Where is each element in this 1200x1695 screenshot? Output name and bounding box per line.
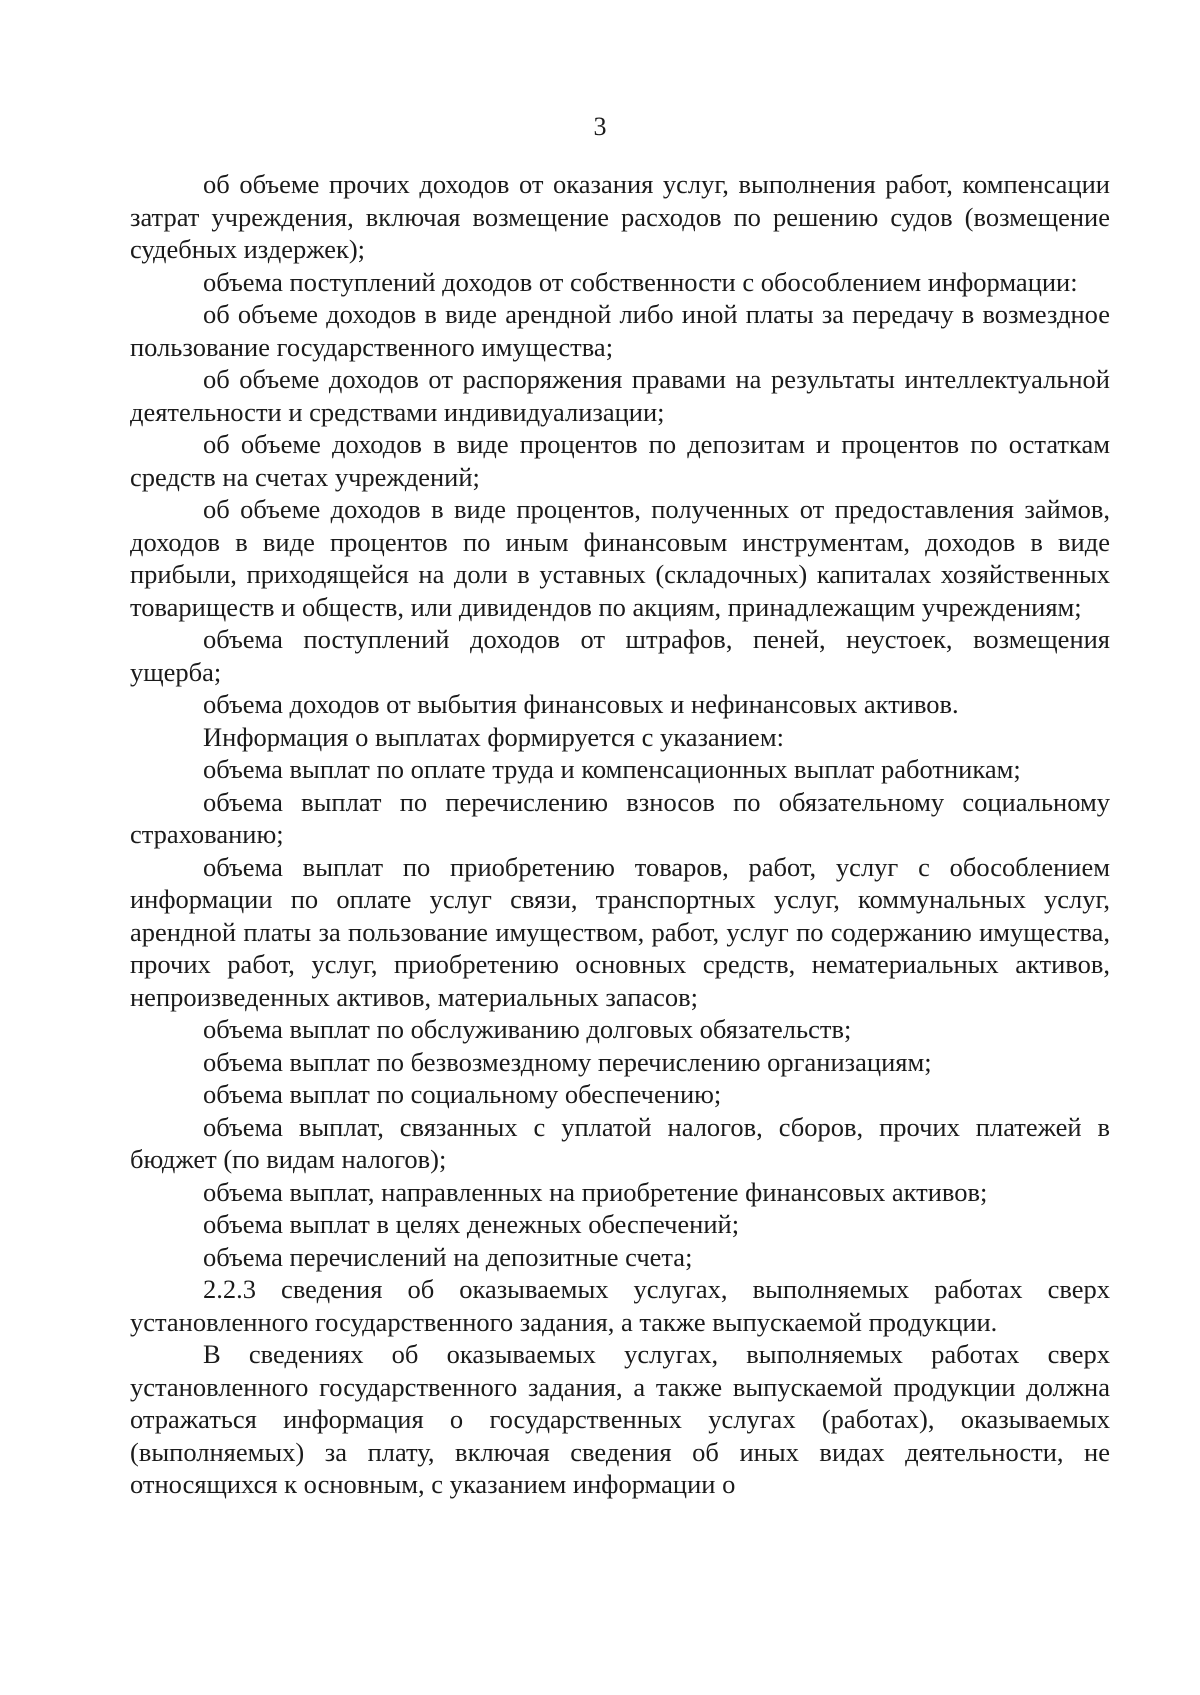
paragraph: объема выплат, связанных с уплатой налогов, сборов, прочих платежей в бюджет (по видам налогов); xyxy=(130,1111,1110,1174)
page-number: 3 xyxy=(593,112,607,141)
paragraph: об объеме прочих доходов от оказания услуг, выполнения работ, компенсации затрат учреждения, включая возмещение расходов по решению судов (возмещение судебных издержек); xyxy=(130,169,1110,264)
paragraph: объема поступлений доходов от собственности с обособлением информации: xyxy=(203,266,1078,297)
paragraph: об объеме доходов в виде арендной либо иной платы за передачу в возмездное пользование государственного имущества; xyxy=(130,299,1110,362)
paragraph: В сведениях об оказываемых услугах, выполняемых работах сверх установленного государственного задания, а также выпускаемой продукции должна отражаться информация о государственных услугах (работах), оказываемых (выполняемых) за плату, включая сведения об иных видах деятельности, не относящихся к основным, с указанием информации о xyxy=(130,1339,1110,1499)
paragraph: объема выплат по перечислению взносов по обязательному социальному страхованию; xyxy=(130,786,1110,849)
paragraph: объема поступлений доходов от штрафов, пеней, неустоек, возмещения ущерба; xyxy=(130,624,1110,687)
paragraph: объема перечислений на депозитные счета; xyxy=(203,1241,693,1272)
document-body xyxy=(130,168,1110,1501)
paragraph: объема доходов от выбытия финансовых и нефинансовых активов. xyxy=(203,689,959,719)
paragraph: об объеме доходов в виде процентов, полученных от предоставления займов, доходов в виде процентов по иным финансовым инструментам, доходов в виде прибыли, приходящейся на доли в уставных (складочных) капиталах хозяйственных товариществ и обществ, или дивидендов по акциям, принадлежащим учреждениям; xyxy=(130,494,1110,622)
paragraph: Информация о выплатах формируется с указанием: xyxy=(203,721,784,752)
paragraph: объема выплат по социальному обеспечению; xyxy=(203,1079,722,1109)
paragraph: об объеме доходов в виде процентов по депозитам и процентов по остаткам средств на счетах учреждений; xyxy=(130,429,1110,492)
paragraph: объема выплат по обслуживанию долговых обязательств; xyxy=(203,1014,852,1044)
paragraph: объема выплат, направленных на приобретение финансовых активов; xyxy=(203,1176,988,1207)
paragraph: объема выплат в целях денежных обеспечений; xyxy=(203,1209,740,1239)
paragraph: объема выплат по приобретению товаров, работ, услуг с обособлением информации по оплате услуг связи, транспортных услуг, коммунальных услуг, арендной платы за пользование имуществом, работ, услуг по содержанию имущества, прочих работ, услуг, приобретению основных средств, нематериальных активов, непроизведенных активов, материальных запасов; xyxy=(130,851,1110,1012)
paragraph: объема выплат по безвозмездному перечислению организациям; xyxy=(203,1046,932,1077)
paragraph: объема выплат по оплате труда и компенсационных выплат работникам; xyxy=(203,754,1021,784)
paragraph: об объеме доходов от распоряжения правами на результаты интеллектуальной деятельности и средствами индивидуализации; xyxy=(130,364,1110,427)
paragraph: 2.2.3 сведения об оказываемых услугах, выполняемых работах сверх установленного государственного задания, а также выпускаемой продукции. xyxy=(130,1274,1110,1337)
